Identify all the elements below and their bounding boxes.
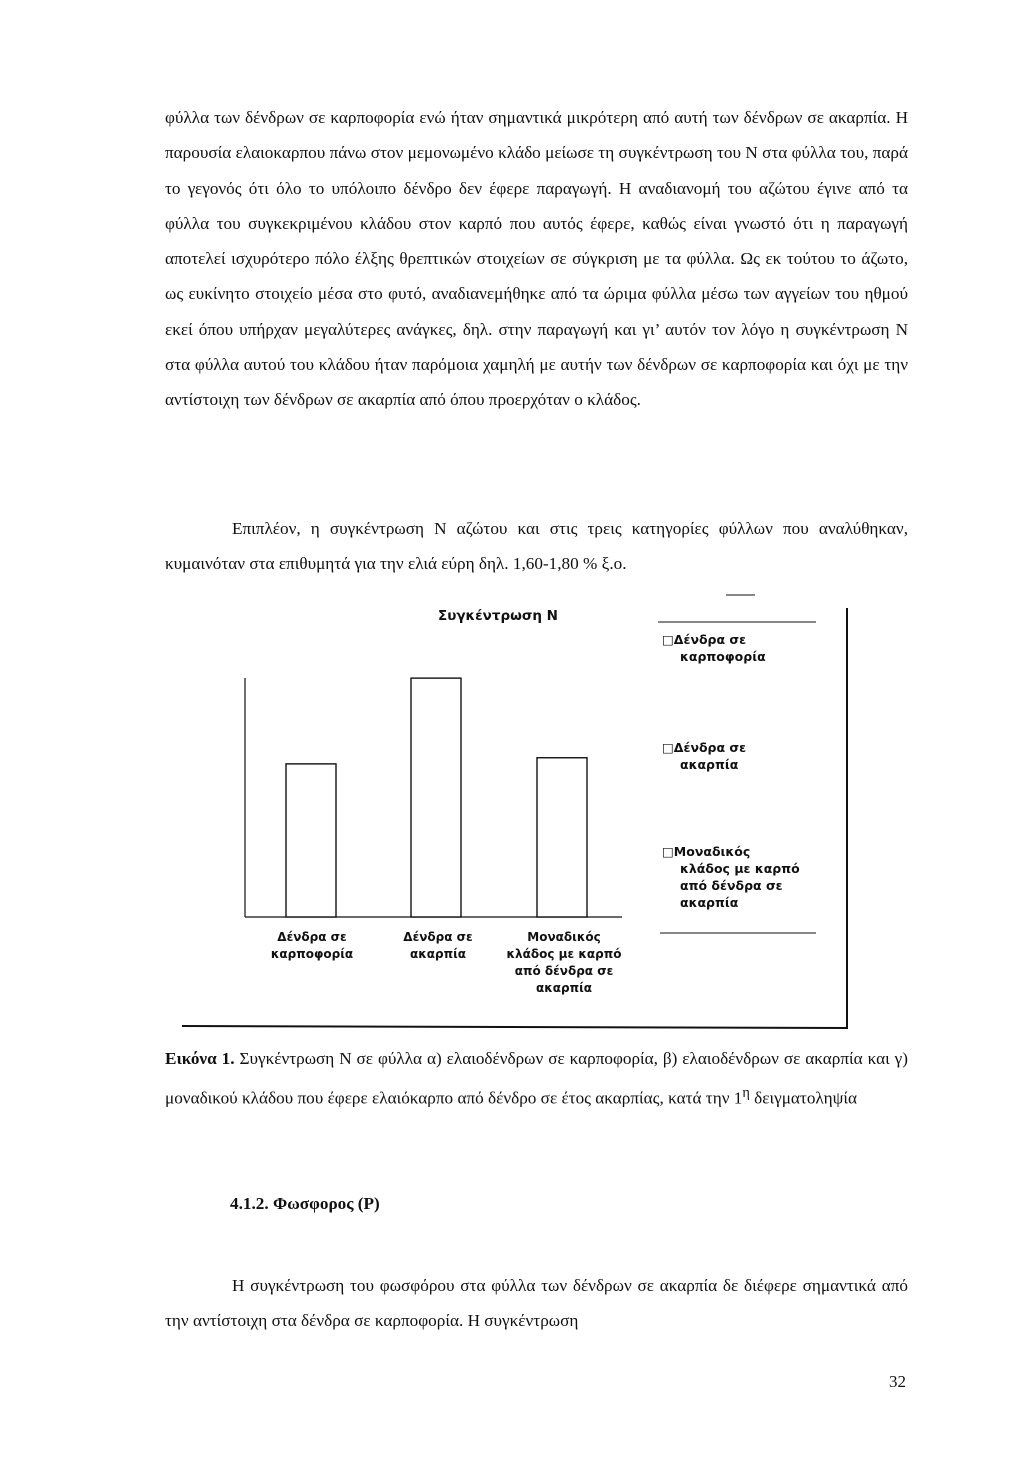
legend-item-line: κλάδος με καρπό — [680, 861, 800, 876]
frame-bottom-line — [182, 1026, 848, 1028]
chart-title: Συγκέντρωση Ν — [438, 608, 558, 624]
bar-non-fruiting-trees — [411, 678, 461, 917]
x-tick-label — [271, 930, 353, 961]
body-paragraph-2: Επιπλέον, η συγκέντρωση Ν αζώτου και στις τρεις κατηγορίες φύλλων που αναλύθηκαν, κυμαινόταν στα επιθυμητά για την ελιά εύρη δηλ. 1,60-1,80 % ξ.ο. — [165, 519, 908, 574]
legend-item-line: ακαρπία — [680, 895, 739, 910]
x-tick-label-line: ακαρπία — [535, 981, 593, 995]
x-tick-label-line: κλάδος με καρπό — [506, 947, 622, 961]
x-tick-label-line: ακαρπία — [409, 947, 467, 961]
section-heading: 4.1.2. Φωσφορος (Ρ) — [230, 1194, 380, 1213]
caption-text: Συγκέντρωση Ν σε φύλλα α) ελαιοδένδρων σε καρποφορία, β) ελαιοδένδρων σε ακαρπία και γ) μοναδικού κλάδου που έφερε ελαιόκαρπο από δένδρο σε έτος ακαρπίας, κατά την 1 — [165, 1049, 908, 1109]
legend-item-line: ακαρπία — [680, 757, 739, 772]
legend-item-line: από δένδρα σε — [680, 878, 783, 893]
x-tick-labels — [271, 930, 622, 995]
figure-caption — [165, 1041, 908, 1116]
body-paragraph-1: φύλλα των δένδρων σε καρποφορία ενώ ήταν σημαντικά μικρότερη από αυτή των δένδρων σε ακαρπία. Η παρουσία ελαιοκαρπου πάνω στον μεμονωμένο κλάδο μείωσε τη συγκέντρωση του Ν στα φύλλα του, παρά το γεγονός ότι όλο το υπόλοιπο δένδρο δεν έφερε παραγωγή. Η αναδιανομή του αζώτου έγινε από τα φύλλα του συγκεκριμένου κλάδου στον καρπό που αυτός έφερε, καθώς είναι γνωστό ότι η παραγωγή αποτελεί ισχυρότερο πόλο έλξης θρεπτικών στοιχείων σε σύγκριση με τα φύλλα. Ως εκ τούτου το άζωτο, ως ευκίνητο στοιχείο μέσα στο φυτό, αναδιανεμήθηκε από τα ώριμα φύλλα μέσω των αγγείων του ηθμού εκεί όπου υπήρχαν μεγαλύτερες ανάγκες, δηλ. στην παραγωγή και γι’ αυτόν τον λόγο η συγκέντρωση Ν στα φύλλα αυτού του κλάδου ήταν παρόμοια χαμηλή με αυτήν των δένδρων σε καρποφορία και όχι με την αντίστοιχη των δένδρων σε ακαρπία από όπου προερχόταν ο κλάδος. — [165, 108, 908, 410]
figure-nitrogen-chart — [170, 590, 860, 1030]
legend-item — [662, 740, 746, 772]
bar-chart — [170, 590, 860, 1030]
bar-single-branch — [537, 758, 587, 917]
legend-item-line: □Μοναδικός — [662, 844, 751, 859]
legend-item-line: □Δένδρα σε — [662, 740, 747, 755]
caption-superscript: η — [742, 1085, 750, 1102]
page-number: 32 — [889, 1372, 906, 1391]
caption-text-end: δειγματοληψία — [749, 1089, 857, 1109]
bar-fruiting-trees — [286, 764, 336, 917]
x-tick-label-line: Μοναδικός — [527, 930, 601, 944]
legend-item-line: καρποφορία — [680, 649, 766, 664]
body-paragraph-3: Η συγκέντρωση του φωσφόρου στα φύλλα των δένδρων σε ακαρπία δε διέφερε σημαντικά από την αντίστοιχη στα δένδρα σε καρποφορία. Η συγκέντρωση — [165, 1276, 908, 1331]
legend-item — [662, 844, 800, 910]
caption-label: Εικόνα 1. — [165, 1049, 235, 1068]
x-tick-label-line: από δένδρα σε — [514, 964, 614, 978]
legend — [662, 632, 800, 910]
x-tick-label-line: Δένδρα σε — [277, 930, 347, 944]
bars-group — [286, 678, 587, 917]
x-tick-label — [403, 930, 472, 961]
legend-item-line: □Δένδρα σε — [662, 632, 747, 647]
x-tick-label-line: καρποφορία — [270, 947, 354, 961]
x-tick-label — [507, 930, 622, 995]
legend-item — [662, 632, 766, 664]
x-tick-label-line: Δένδρα σε — [403, 930, 473, 944]
